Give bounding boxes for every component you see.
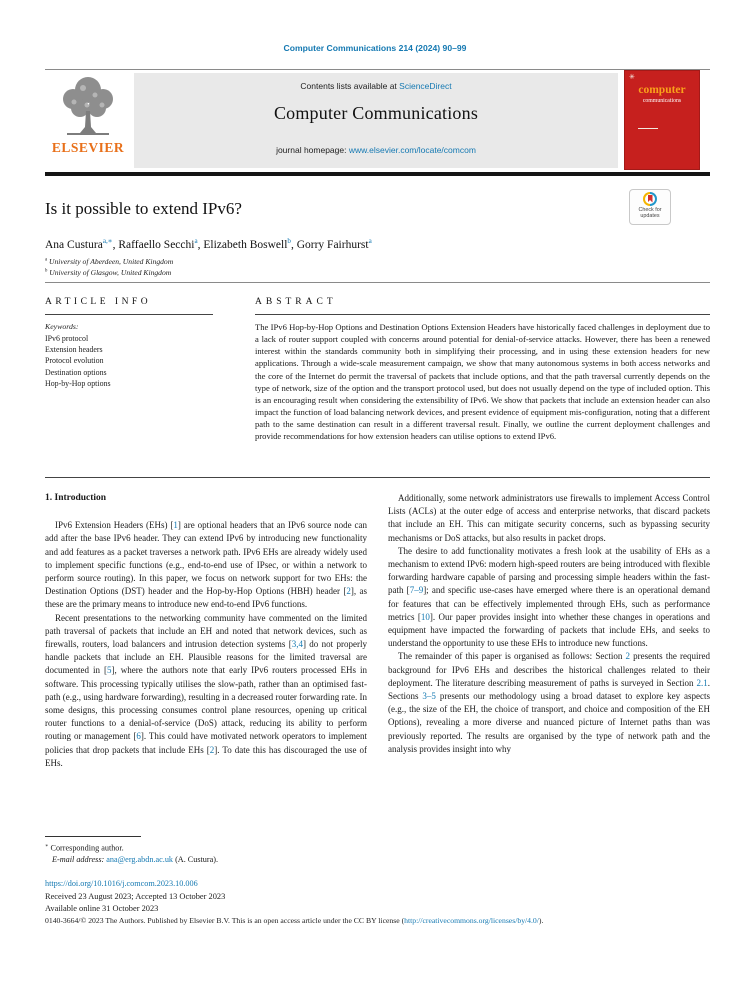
- received-accepted-line: Received 23 August 2023; Accepted 13 October 2023: [45, 892, 226, 901]
- keywords-label: Keywords:: [45, 322, 79, 331]
- keyword-item: Protocol evolution: [45, 356, 104, 366]
- abstract-bottom-divider: [45, 477, 710, 478]
- affiliation-a: $^a$ University of Aberdeen, United Kingdom: [45, 257, 174, 266]
- abstract-rule: [255, 314, 710, 315]
- keyword-item: Hop-by-Hop options: [45, 378, 111, 388]
- keyword-item: IPv6 protocol: [45, 334, 89, 343]
- paragraph: IPv6 Extension Headers (EHs) [1] are optional headers that an IPv6 source node can add after the base IPv6 header. They can extend IPv6 by introducing new functionality and add features as a packet traverses a network path. IPv6 EHs are already widely used to implement specific functions (e.g., end-to-end use of IPsec, or within a network to perform source routing). In this paper, we focus on network support for two EHs: the Destination Options (DST) header and the Hop-by-Hop Options (HBH) header [2], as these are the primary means to introduce new end-to-end IPv6 functions.: [45, 520, 367, 610]
- cover-title-line1: computer: [638, 84, 686, 96]
- journal-cover-thumbnail[interactable]: [624, 70, 700, 170]
- inline-link[interactable]: ana@erg.abdn.ac.uk: [106, 855, 174, 865]
- paragraph: Additionally, some network administrators use firewalls to implement Access Control Lists (ACLs) at the outer edge of access and enterprise networks, that discard packets that include an EH. This can mitigate security concerns, such as bypassing security mechanisms or DoS attacks, but also results in packet drops.: [388, 493, 710, 543]
- header-bottom-bar: [45, 172, 710, 176]
- doi-link[interactable]: https://doi.org/10.1016/j.comcom.2023.10.006: [45, 879, 198, 888]
- right-column: [388, 492, 710, 756]
- keyword-item: Destination options: [45, 367, 107, 377]
- footnote-block: [45, 836, 367, 866]
- inline-link[interactable]: 2: [625, 651, 630, 662]
- cover-logo-mark-icon: ✳: [629, 73, 635, 81]
- abstract-text: The IPv6 Hop-by-Hop Options and Destination Options Extension Headers have historically faced challenges in deployment due to a lack of router support coupled with concerns around potential for denial-of-service attacks. However, there has been a renewed interest within the standards community both in simplifying their processing, and in using these extension headers for new applications. Through a wide-scale measurement campaign, we show that many autonomous systems in both access networks and the core of the Internet do permit the traversal of packets that include options, and that the path traversal currently depends on the type of network, size of the option and the transport protocol used, but does not usually depend on the type of included option. This is an encouraging result when considering the extensibility of IPv6. We show that packets that include an extension header can also impact the function of load balancing network devices, and present evidence of equipment mis-configuration, noting that a different path to the same destination can result in a different traversal result. Finally, we outline the current deployment challenges and provide recommendations for how extension headers can utilise options to extend IPv6.: [255, 322, 710, 442]
- inline-link[interactable]: 7–9: [409, 585, 424, 596]
- article-info-rule: [45, 314, 213, 315]
- inline-link[interactable]: 5: [106, 665, 112, 676]
- affiliation-b: $^b$ University of Glasgow, United Kingdom: [45, 268, 172, 277]
- sciencedirect-link[interactable]: ScienceDirect: [399, 81, 452, 91]
- inline-link[interactable]: 1: [173, 520, 178, 531]
- contents-prefix: Contents lists available at: [300, 81, 400, 91]
- paragraph: Recent presentations to the networking community have commented on the limited path traversal of packets that include an EH and noted that network devices, such as firewalls, routers, load balancers and intrusion detection systems [3,4] do not properly handle packets that include an EH. Plausible reasons for the limited traversal are documented in [5], where the authors note that early IPv6 routers processed EHs in software. This processing typically utilises the slow-path, rather than an optimised fast-path (e.g., using hardware forwarding), resulting in a decreased router forwarding rate. In some designs, this processing consumes control plane resources, opening up critical router functions to a denial-of-service (DoS) attack, reducing its ability to perform routing or management [6]. This could have motivated network operators to implement policies that drop packets that include EHs [2]. To date this has discouraged the use of EHs.: [45, 612, 368, 768]
- contents-line: [134, 81, 618, 91]
- cover-title-line2: communications: [642, 98, 682, 104]
- inline-link[interactable]: 3,4: [291, 639, 303, 650]
- inline-link[interactable]: 6: [136, 731, 141, 742]
- homepage-link[interactable]: www.elsevier.com/locate/comcom: [348, 145, 476, 155]
- inline-link[interactable]: 2.1: [696, 677, 708, 688]
- left-column: [45, 492, 367, 770]
- copyright-line: 0140-3664/© 2023 The Authors. Published by Elsevier B.V. This is an open access article under the CC BY license (http://creativecommons.org/licenses/by/4.0/).: [45, 915, 544, 925]
- article-title: Is it possible to extend IPv6?: [45, 199, 242, 218]
- elsevier-wordmark: ELSEVIER: [51, 140, 125, 155]
- keywords-list: [45, 333, 111, 389]
- footer-block: [45, 879, 710, 925]
- title-block-divider: [45, 282, 710, 283]
- keyword-item: Extension headers: [45, 345, 103, 355]
- check-for-updates-badge[interactable]: [629, 189, 671, 225]
- paragraph: The remainder of this paper is organised as follows: Section 2 presents the required background for IPv6 EHs and describes the historical challenges related to their deployment. The literature describing measurement of paths is surveyed in Section 2.1. Sections 3–5 presents our methodology using a broad dataset to explore key aspects (e.g., the size of the EH, the choice of transport, and choice and composition of the EH Options), revealing a more diverse and nuanced picture of Internet paths than was previously reported. The results are organised by the type of network path and the analysis provides insight into why: [388, 651, 710, 754]
- top-divider: [45, 69, 710, 70]
- journal-title: Computer Communications: [273, 103, 479, 123]
- email-note: E-mail address: ana@erg.abdn.ac.uk (A. Custura).: [52, 855, 219, 865]
- corresponding-author-note: ∗ Corresponding author.: [45, 843, 124, 853]
- cover-divider: [638, 128, 658, 129]
- section-heading-introduction: 1. Introduction: [45, 493, 107, 503]
- journal-reference: Computer Communications 214 (2024) 90–99: [283, 43, 467, 53]
- inline-link[interactable]: 2: [346, 586, 351, 597]
- paragraph: The desire to add functionality motivates a fresh look at the usability of EHs as a mechanism to extend IPv6: modern high-speed routers are being introduced with flexible forwarding hardware capable of parsing and processing simple headers within the fast-path [7–9]; and specific use-cases have emerged where there is an operational demand for features that can be effectively implemented through EHs, such as performance metrics [10]. Our paper provides insight into whether these changes in operations and equipment have impacted the forwarding of packets that include EHs, and seeks to understand the opportunity to use these EHs to introduce new functions.: [388, 545, 710, 649]
- footnote-rule: [45, 836, 141, 837]
- article-info-heading: ARTICLE INFO: [45, 297, 152, 307]
- inline-link[interactable]: http://creativecommons.org/licenses/by/4.0/: [404, 915, 539, 925]
- check-for-updates-label: Check for updates: [638, 207, 662, 219]
- abstract-heading: ABSTRACT: [255, 297, 337, 307]
- elsevier-logo[interactable]: [45, 75, 131, 170]
- homepage-prefix: journal homepage:: [276, 145, 349, 155]
- check-for-updates-icon: [643, 192, 657, 206]
- elsevier-tree-icon: [45, 75, 131, 139]
- author-line: Ana Custura$^{a,∗}$, Raffaello Secchi$^a$, Elizabeth Boswell$^b$, Gorry Fairhurst$^a$: [45, 237, 372, 251]
- homepage-line: [134, 145, 618, 155]
- inline-link[interactable]: 10: [420, 611, 430, 622]
- journal-header-box: [134, 73, 618, 168]
- inline-link[interactable]: 2: [209, 744, 215, 755]
- available-online-line: Available online 31 October 2023: [45, 903, 159, 913]
- inline-link[interactable]: 3–5: [422, 691, 436, 702]
